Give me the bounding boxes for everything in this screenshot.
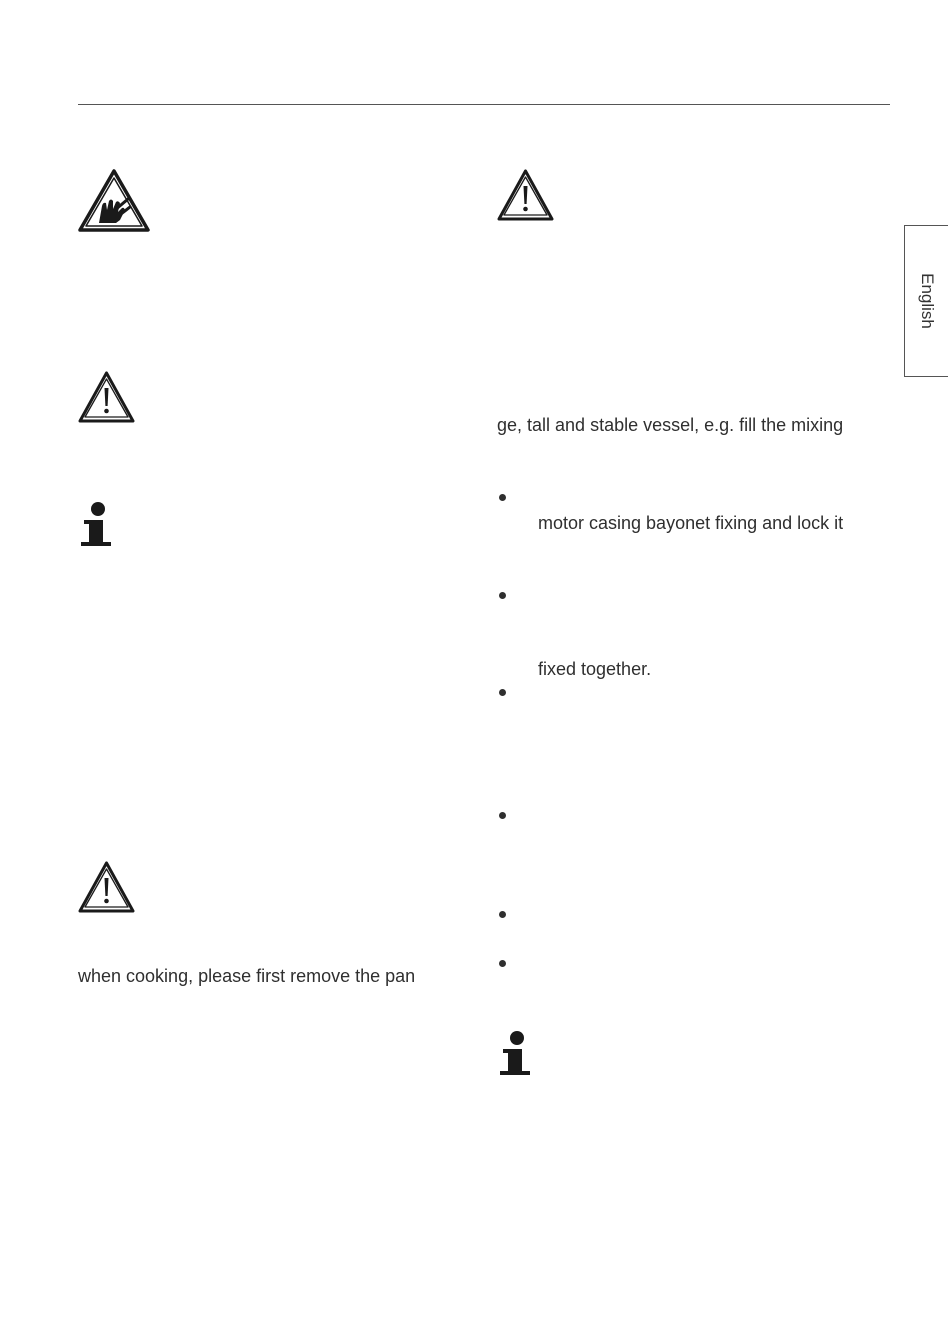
bullet-marker [499, 812, 506, 819]
bullet-marker [499, 494, 506, 501]
bullet-marker [499, 960, 506, 967]
info-icon [497, 1031, 537, 1077]
bullet-marker [499, 689, 506, 696]
hand-injury-warning-icon [78, 169, 150, 232]
left-text-snippet: when cooking, please first remove the pan [78, 966, 416, 986]
info-icon [78, 502, 118, 548]
bullet-text: fixed together. [538, 659, 652, 679]
header-rule [78, 104, 890, 105]
bullet-marker [499, 911, 506, 918]
language-tab[interactable] [904, 225, 948, 377]
bullet-marker [499, 592, 506, 599]
language-tab-label: English [917, 273, 937, 329]
exclamation-warning-icon [497, 169, 554, 221]
exclamation-warning-icon [78, 861, 135, 913]
exclamation-warning-icon [78, 371, 135, 423]
bullet-text: motor casing bayonet fixing and lock it [538, 513, 844, 533]
right-text-snippet: ge, tall and stable vessel, e.g. fill the mixing [497, 415, 844, 435]
